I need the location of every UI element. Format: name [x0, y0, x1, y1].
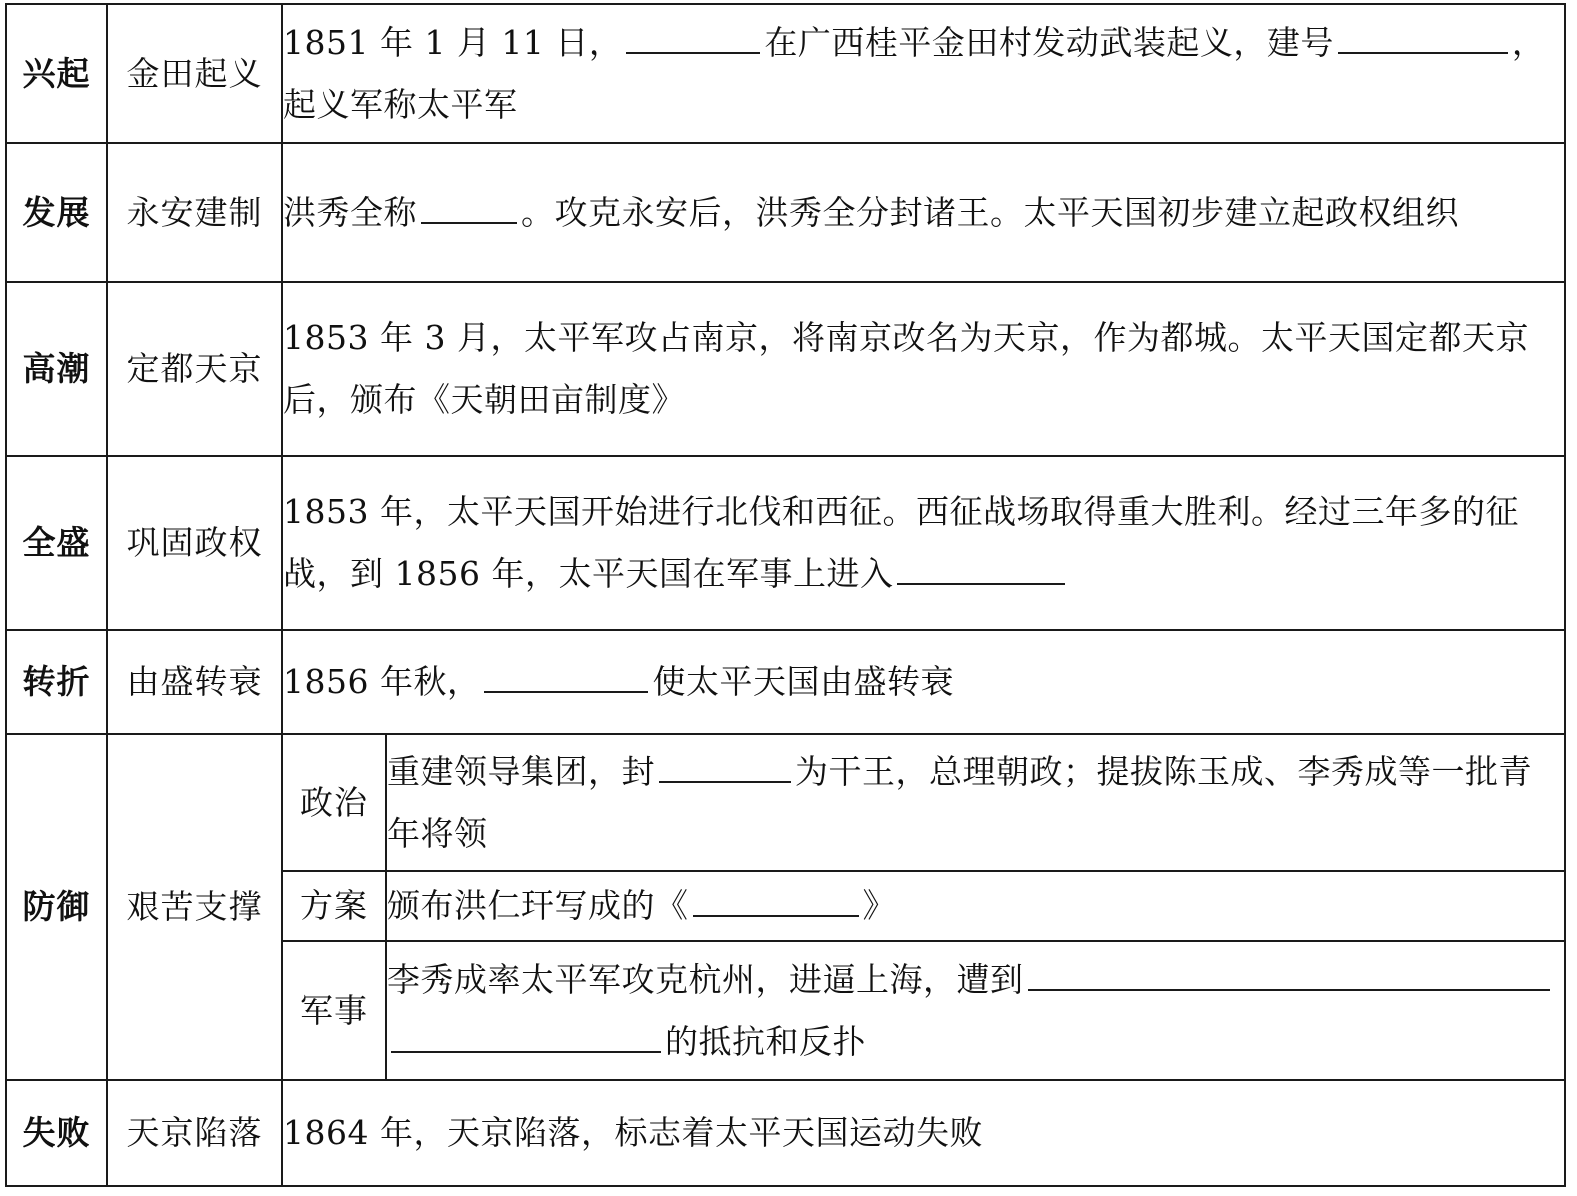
stage-cell: 全盛 — [6, 456, 107, 630]
description-cell — [282, 630, 1565, 734]
description-cell — [282, 282, 1565, 456]
answer-blank[interactable] — [693, 881, 859, 917]
description-text: 》 — [862, 886, 896, 925]
description-text: 洪秀全称 — [283, 192, 417, 232]
table-row — [6, 4, 1565, 143]
description-text: 的抵抗和反扑 — [665, 1021, 866, 1061]
stage-cell: 兴起 — [6, 4, 107, 143]
table-row — [6, 456, 1565, 630]
taiping-history-table — [5, 3, 1566, 1187]
description-cell — [386, 871, 1565, 941]
description-text: 。攻克永安后，洪秀全分封诸王。太平天国初步建立起政权组织 — [521, 192, 1459, 232]
description-text: 重建领导集团，封 — [387, 751, 655, 791]
description-text: 为干王，总理朝政；提拔陈玉成、李秀成等一批青年将领 — [387, 751, 1532, 853]
event-cell: 定都天京 — [107, 282, 282, 456]
description-cell — [282, 4, 1565, 143]
sub-label-cell: 军事 — [282, 941, 386, 1080]
description-text: 1853 年 3 月，太平军攻占南京，将南京改名为天京，作为都城。太平天国定都天京后，颁布《天朝田亩制度》 — [283, 318, 1529, 419]
event-cell: 艰苦支撑 — [107, 734, 282, 1080]
sub-label-cell: 政治 — [282, 734, 386, 871]
description-text: 1864 年，天京陷落，标志着太平天国运动失败 — [283, 1113, 983, 1152]
description-text: 1853 年，太平天国开始进行北伐和西征。西征战场取得重大胜利。经过三年多的征战，到 1856 年，太平天国在军事上进入 — [283, 492, 1519, 593]
answer-blank[interactable] — [659, 747, 791, 783]
event-cell: 金田起义 — [107, 4, 282, 143]
description-cell — [386, 734, 1565, 871]
description-text: 颁布洪仁玕写成的《 — [387, 886, 689, 925]
stage-cell: 发展 — [6, 143, 107, 282]
description-text: ，起义军称太平军 — [283, 22, 1546, 124]
description-text: 李秀成率太平军攻克杭州，进逼上海，遭到 — [387, 959, 1024, 999]
table-row — [6, 734, 1565, 871]
event-cell: 巩固政权 — [107, 456, 282, 630]
answer-blank[interactable] — [484, 657, 648, 693]
stage-cell: 失败 — [6, 1080, 107, 1186]
table-row — [6, 143, 1565, 282]
description-cell — [282, 456, 1565, 630]
stage-cell: 转折 — [6, 630, 107, 734]
event-cell: 由盛转衰 — [107, 630, 282, 734]
description-text: 使太平天国由盛转衰 — [652, 662, 954, 701]
answer-blank[interactable] — [1338, 18, 1508, 54]
answer-blank[interactable] — [391, 1017, 661, 1053]
event-cell: 永安建制 — [107, 143, 282, 282]
description-text: 1856 年秋， — [283, 662, 481, 701]
table-row — [6, 1080, 1565, 1186]
description-cell — [386, 941, 1565, 1080]
table-row — [6, 630, 1565, 734]
description-text: 在广西桂平金田村发动武装起义，建号 — [764, 22, 1334, 62]
answer-blank[interactable] — [1028, 955, 1550, 991]
description-cell — [282, 1080, 1565, 1186]
stage-cell: 高潮 — [6, 282, 107, 456]
answer-blank[interactable] — [421, 188, 517, 224]
answer-blank[interactable] — [897, 549, 1065, 585]
sub-label-cell: 方案 — [282, 871, 386, 941]
description-text: 1851 年 1 月 11 日， — [283, 22, 623, 62]
description-cell — [282, 143, 1565, 282]
table-row — [6, 282, 1565, 456]
stage-cell: 防御 — [6, 734, 107, 1080]
answer-blank[interactable] — [626, 18, 760, 54]
event-cell: 天京陷落 — [107, 1080, 282, 1186]
